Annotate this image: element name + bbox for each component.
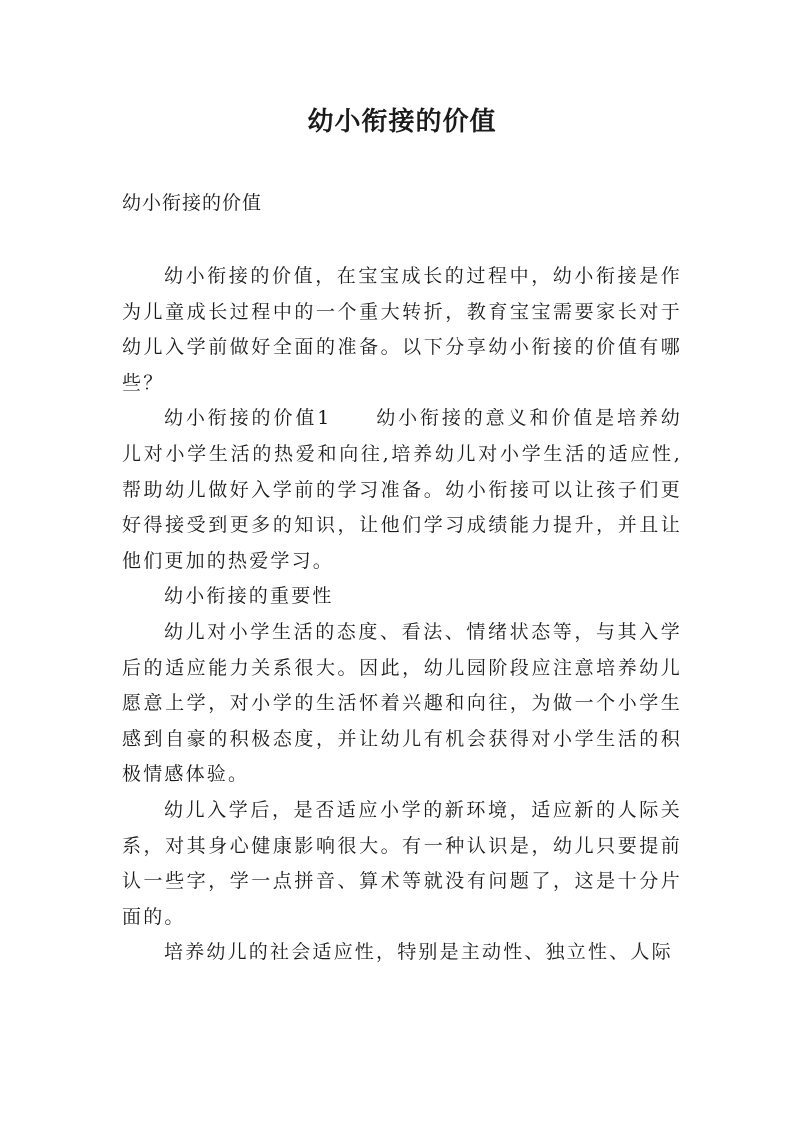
intro-paragraph: 幼小衔接的价值，在宝宝成长的过程中，幼小衔接是作为儿童成长过程中的一个重大转折，教育宝宝需要家长对于幼儿入学前做好全面的准备。以下分享幼小衔接的价值有哪些？ <box>122 265 682 394</box>
section-value-heading: 幼小衔接的价值1 <box>164 407 332 430</box>
social-adaptation-paragraph: 培养幼儿的社会适应性，特别是主动性、独立性、人际 <box>164 941 673 964</box>
section-value-paragraph <box>122 401 682 579</box>
section-importance-text: 幼儿对小学生活的态度、看法、情绪状态等，与其入学后的适应能力关系很大。因此，幼儿园阶段应注意培养幼儿愿意上学，对小学的生活怀着兴趣和向往，为做一个小学生感到自豪的积极态度，并让幼儿有机会获得对小学生活的积极情感体验。 <box>122 620 682 786</box>
document-subtitle: 幼小衔接的价值 <box>122 192 263 214</box>
document-title: 幼小衔接的价值 <box>307 107 497 137</box>
section-value-text: 幼小衔接的意义和价值是培养幼儿对小学生活的热爱和向往,培养幼儿对小学生活的适应性,帮助幼儿做好入学前的学习准备。幼小衔接可以让孩子们更好得接受到更多的知识，让他们学习成绩能力提升，并且让他们更加的热爱学习。 <box>122 407 682 572</box>
adaptation-paragraph: 幼儿入学后，是否适应小学的新环境，适应新的人际关系，对其身心健康影响很大。有一种认识是，幼儿只要提前认一些字，学一点拼音、算术等就没有问题了，这是十分片面的。 <box>122 798 682 928</box>
document-body <box>122 259 682 971</box>
section-importance-heading: 幼小衔接的重要性 <box>164 585 334 608</box>
